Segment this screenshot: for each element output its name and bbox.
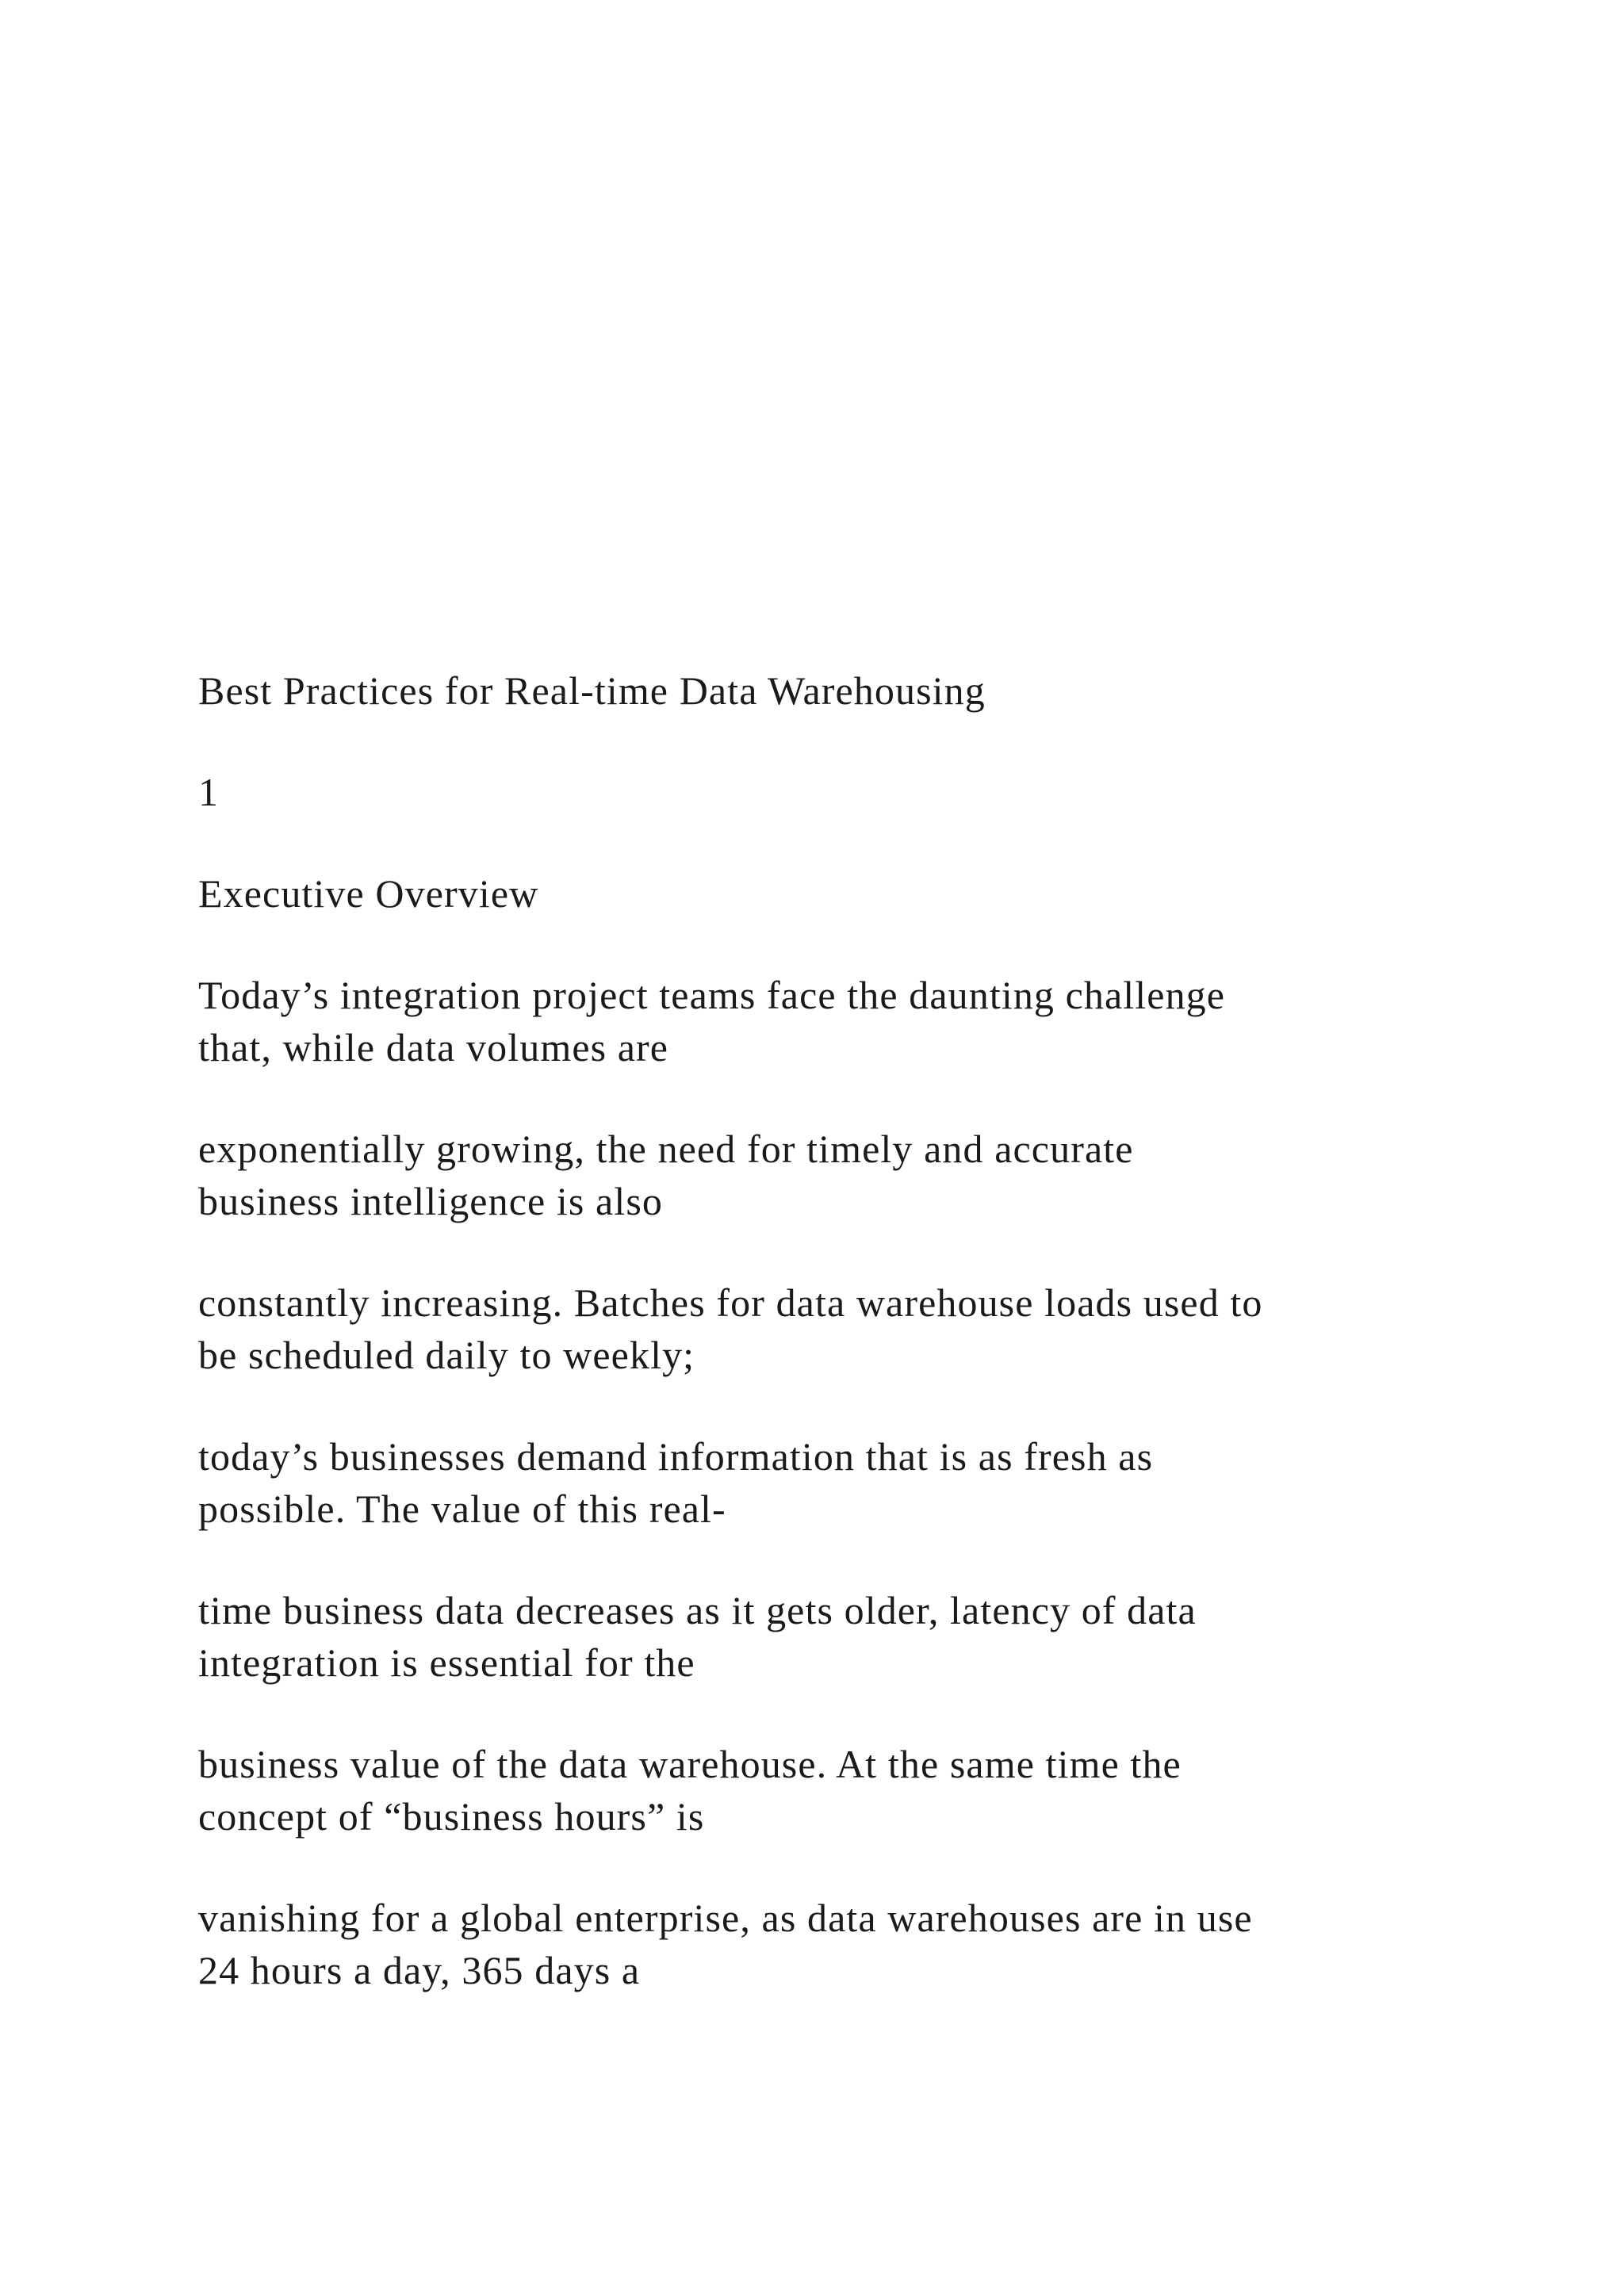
paragraph-line: 24 hours a day, 365 days a (198, 1948, 641, 1992)
paragraph-7 (198, 1892, 1467, 1996)
paragraph-line: integration is essential for the (198, 1640, 695, 1685)
page-number-text: 1 (198, 770, 220, 814)
paragraph-5 (198, 1584, 1467, 1689)
paragraph-line: be scheduled daily to weekly; (198, 1333, 695, 1377)
section-heading (198, 867, 1467, 920)
document-title-text: Best Practices for Real-time Data Warehousing (198, 668, 986, 713)
paragraph-line: concept of “business hours” is (198, 1794, 705, 1839)
paragraph-line: Today’s integration project teams face the daunting challenge (198, 973, 1226, 1017)
paragraph-3 (198, 1276, 1467, 1381)
paragraph-line: vanishing for a global enterprise, as data warehouses are in use (198, 1896, 1253, 1940)
paragraph-line: business value of the data warehouse. At the same time the (198, 1742, 1182, 1786)
section-heading-text: Executive Overview (198, 871, 539, 916)
paragraph-line: today’s businesses demand information that is as fresh as (198, 1434, 1154, 1479)
document-body (198, 664, 1467, 2045)
paragraph-line: possible. The value of this real- (198, 1487, 726, 1531)
paragraph-line: constantly increasing. Batches for data warehouse loads used to (198, 1280, 1263, 1325)
paragraph-4 (198, 1430, 1467, 1535)
paragraph-2 (198, 1123, 1467, 1227)
page-number (198, 766, 1467, 818)
paragraph-line: that, while data volumes are (198, 1025, 669, 1070)
document-title (198, 664, 1467, 717)
paragraph-line: exponentially growing, the need for timely and accurate (198, 1127, 1134, 1171)
paragraph-line: business intelligence is also (198, 1179, 663, 1223)
paragraph-6 (198, 1738, 1467, 1843)
paragraph-line: time business data decreases as it gets older, latency of data (198, 1588, 1197, 1632)
paragraph-1 (198, 969, 1467, 1073)
